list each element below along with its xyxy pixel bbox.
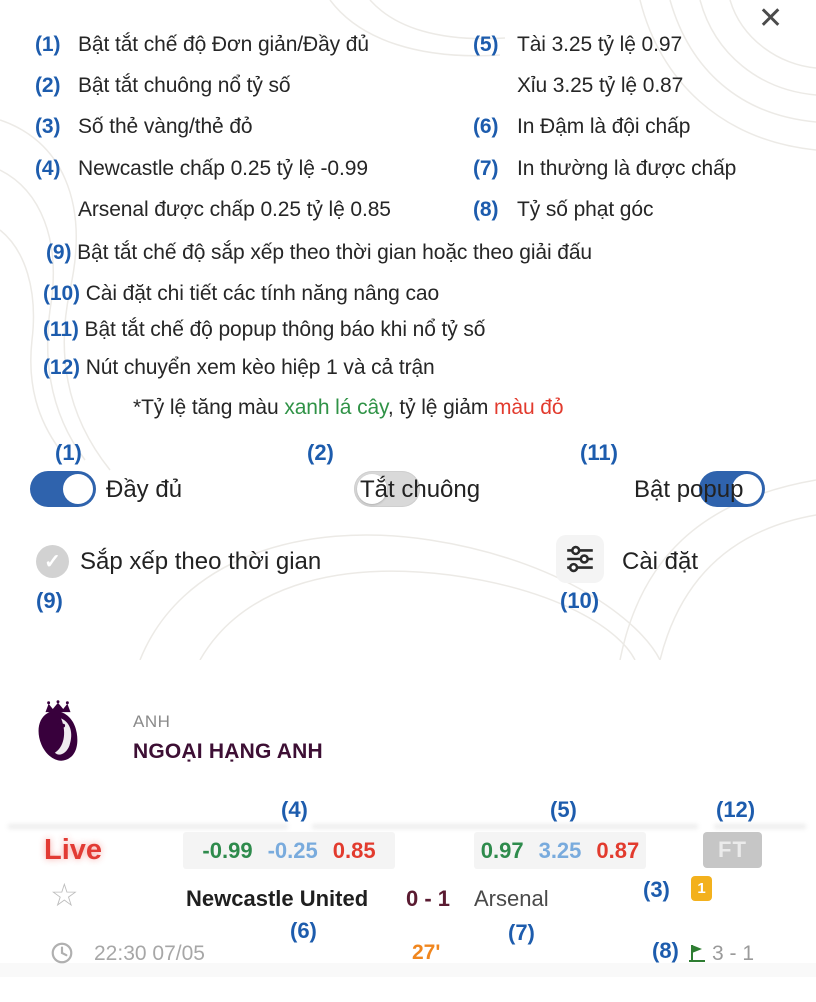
help-text: Tỷ số phạt góc <box>517 198 654 221</box>
help-text: Số thẻ vàng/thẻ đỏ <box>78 115 253 138</box>
home-team-name[interactable]: Newcastle United <box>186 886 369 911</box>
away-team-name[interactable]: Arsenal <box>474 886 549 911</box>
note-green: xanh lá cây <box>284 396 388 419</box>
league-name[interactable]: NGOẠI HẠNG ANH <box>133 740 323 763</box>
over-under-line[interactable]: 3.25 <box>538 837 582 863</box>
help-row <box>43 318 485 342</box>
blurred-text-strip <box>8 824 288 829</box>
ref-number: (11) <box>43 318 79 341</box>
help-row <box>46 241 592 265</box>
help-text: Tài 3.25 tỷ lệ 0.97 <box>517 33 683 56</box>
sound-label: Tắt chuông <box>360 476 481 503</box>
help-text: In thường là được chấp <box>517 157 737 180</box>
ref-number: (4) <box>281 797 308 822</box>
help-text: In Đậm là đội chấp <box>517 115 691 138</box>
ref-number: (12) <box>716 797 756 822</box>
help-text: Bật tắt chế độ sắp xếp theo thời gian hoặc theo giải đấu <box>77 241 593 264</box>
check-circle-icon[interactable]: ✓ <box>36 545 69 578</box>
ref-number: (6) <box>473 115 499 138</box>
handicap-line[interactable]: -0.25 <box>267 837 318 863</box>
ref-number: (2) <box>35 74 61 97</box>
ref-number: (1) <box>35 33 61 56</box>
ref-number: (3) <box>35 115 61 138</box>
ref-number: (9) <box>46 241 72 264</box>
ref-number: (8) <box>473 198 499 221</box>
handicap-odds[interactable] <box>183 832 395 869</box>
over-odds[interactable]: 0.97 <box>480 837 524 863</box>
league-country: ANH <box>133 712 171 731</box>
clock-icon <box>50 941 74 965</box>
popup-label: Bật popup <box>634 476 744 503</box>
blurred-text-strip <box>312 824 698 829</box>
help-text: Nút chuyển xem kèo hiệp 1 và cả trận <box>85 356 435 379</box>
ref-number: (7) <box>473 157 499 180</box>
period-toggle-button[interactable]: FT <box>703 832 762 868</box>
help-text: Newcastle chấp 0.25 tỷ lệ -0.99 <box>78 157 368 180</box>
help-text: Cài đặt chi tiết các tính năng nâng cao <box>85 282 440 305</box>
corner-score: 3 - 1 <box>712 942 755 965</box>
ref-number: (4) <box>35 157 61 180</box>
over-under-odds[interactable] <box>474 832 646 869</box>
blurred-text-strip <box>714 824 806 829</box>
note-red: màu đỏ <box>493 396 564 419</box>
ref-number: (6) <box>290 918 317 943</box>
under-odds[interactable]: 0.87 <box>596 837 640 863</box>
live-badge: Live <box>44 834 103 866</box>
match-score: 0 - 1 <box>406 886 451 911</box>
ref-number: (11) <box>580 440 618 465</box>
ref-number: (7) <box>508 920 535 945</box>
note-middle: , tỷ lệ giảm <box>387 396 494 419</box>
full-mode-label: Đầy đủ <box>106 476 183 503</box>
ref-number: (9) <box>36 588 63 613</box>
help-text: Xỉu 3.25 tỷ lệ 0.87 <box>517 74 684 97</box>
favorite-star-icon[interactable]: ☆ <box>50 877 79 913</box>
home-handicap-odds[interactable]: -0.99 <box>202 837 253 863</box>
yellow-card-badge: 1 <box>691 876 712 901</box>
help-text: Bật tắt chế độ popup thông báo khi nổ tỷ số <box>84 318 486 341</box>
full-mode-toggle[interactable] <box>30 471 96 507</box>
ref-number: (5) <box>473 33 499 56</box>
help-row <box>43 282 439 306</box>
sort-label: Sắp xếp theo thời gian <box>80 548 322 575</box>
settings-button[interactable] <box>556 535 604 583</box>
toggle-knob <box>63 474 93 504</box>
ref-number: (1) <box>55 440 82 465</box>
close-icon[interactable]: ✕ <box>758 2 784 35</box>
settings-label: Cài đặt <box>622 548 699 575</box>
ref-number: (2) <box>307 440 334 465</box>
ref-number: (5) <box>550 797 577 822</box>
ref-number: (8) <box>652 938 679 963</box>
help-row <box>43 356 435 380</box>
kickoff-time: 22:30 07/05 <box>94 942 205 965</box>
help-text: Bật tắt chế độ Đơn giản/Đầy đủ <box>78 33 369 56</box>
ref-number: (10) <box>43 282 80 305</box>
help-text: Bật tắt chuông nổ tỷ số <box>78 74 291 97</box>
away-handicap-odds[interactable]: 0.85 <box>332 837 376 863</box>
ref-number: (3) <box>643 877 670 902</box>
note-prefix: *Tỷ lệ tăng màu <box>133 396 285 419</box>
help-text: Arsenal được chấp 0.25 tỷ lệ 0.85 <box>78 198 391 221</box>
corner-flag-icon <box>686 942 708 964</box>
odds-color-note <box>133 396 563 420</box>
sliders-icon <box>564 543 596 575</box>
ref-number: (12) <box>43 356 80 379</box>
ref-number: (10) <box>560 588 600 613</box>
match-minute: 27' <box>412 941 441 964</box>
premier-league-logo <box>33 700 83 768</box>
